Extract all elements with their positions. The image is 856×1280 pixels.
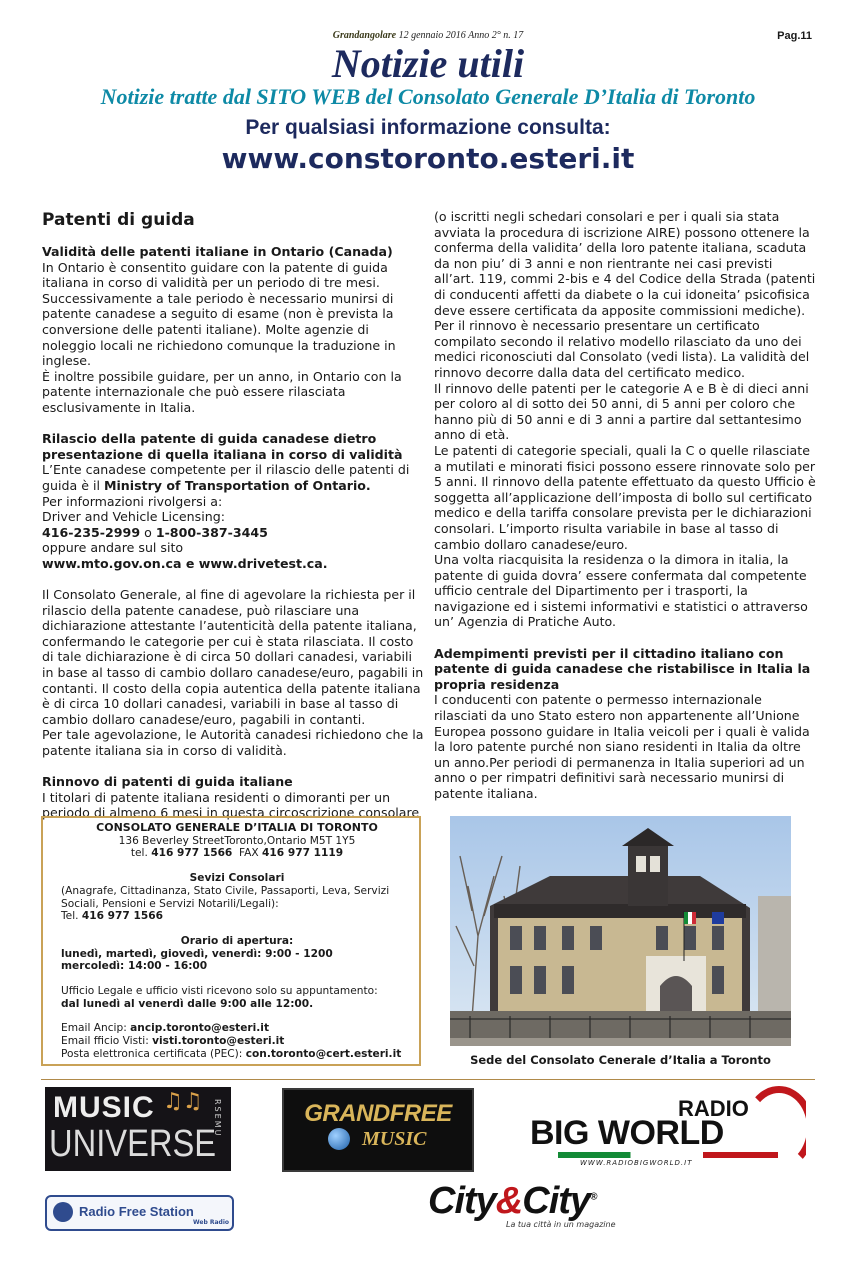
consulate-building-photo — [450, 816, 791, 1046]
ad-url: WWW.RADIOBIGWORLD.IT — [580, 1159, 693, 1167]
radio-free-station-ad[interactable] — [45, 1195, 234, 1231]
paragraph: I conducenti con patente o permesso internazionale rilasciati da uno Stato estero non appartenente all’Unione Europea possono guidare in Italia veicoli per i quali è valida la loro patente purché non siano residenti in Italia da oltre un anno.Per periodi di permanenza in Italia superiori ad un anno o per rimpatri definitivi sarà necessario munirsi di patente italiana. — [434, 692, 810, 801]
ad-text: MUSIC — [362, 1128, 427, 1150]
paragraph — [42, 462, 424, 493]
ad-text: ® — [590, 1191, 597, 1203]
divider — [41, 1079, 815, 1080]
section-title: Validità delle patenti italiane in Ontario (Canada) — [42, 244, 393, 259]
music-note-icon: ♫♫ — [163, 1089, 203, 1114]
paragraph: Il rinnovo delle patenti per le categorie A e B è di dieci anni per coloro al di sotto dei 50 anni, di 5 anni per coloro che hanno più di 50 anni e di 3 anni a partire dal settantesimo anno di età. — [434, 380, 809, 443]
ad-text: Web Radio — [193, 1219, 229, 1226]
services-description: (Anagrafe, Cittadinanza, Stato Civile, Passaporti, Leva, Servizi Sociali, Pensioni e Servizi Notarili/Legali): — [61, 884, 390, 910]
city-and-city-ad[interactable] — [428, 1180, 648, 1236]
paragraph: In Ontario è consentito guidare con la patente di guida italiana in corso di validità per un periodo di tre mesi. — [42, 259, 388, 291]
paragraph: Il Consolato Generale, al fine di agevolare la richiesta per il rilascio della patente canadese, può rilasciare una dichiarazione attestante l’autenticità della patente italiana, confermando le categorie per cui è stata rilasciata. Il costo di tale dichiarazione è di circa 50 dollari canadesi, variabili in base al tasso di cambio dollaro canadese/euro, pagabili in contanti. Il costo della copia autentica della patente italiana è di circa 10 dollari canadesi, variabili in base al tasso di cambio dollaro canadese/euro, pagabili in contanti. — [42, 587, 424, 727]
paragraph: Per tale agevolazione, le Autorità canadesi richiedono che la patente italiana sia in corso di validità. — [42, 727, 424, 758]
tel-label: Tel. — [61, 910, 82, 923]
email-line — [61, 1048, 413, 1061]
paragraph: (o iscritti negli schedari consolari e per i quali sia stata avviata la procedura di iscrizione AIRE) possono ottenere la conferma della validita’ della loro patente italiana, scaduta da non piu’ di 3 anni e non rientrante nei casi previsti all’art. 119, commi 2-bis e 4 del Codice della Strada (patenti di conducenti affetti da diabete o la cui idoneita’ psicofisica deve essere certificata da apposite commissioni mediche). — [434, 209, 816, 318]
ad-text: BIG WORLD — [530, 1114, 724, 1152]
ad-text: MUSIC — [53, 1091, 155, 1124]
paragraph: È inoltre possibile guidare, per un anno, in Ontario con la patente internazionale che può essere rilasciata esclusivamente in Italia. — [42, 368, 402, 415]
article-heading: Patenti di guida — [42, 210, 195, 230]
section-title: Rinnovo di patenti di guida italiane — [42, 774, 293, 790]
email-link[interactable]: visti.toronto@esteri.it — [152, 1035, 285, 1048]
fax-label: FAX — [232, 847, 263, 860]
grandfree-music-ad[interactable] — [282, 1088, 474, 1172]
ad-text: Radio Free Station — [79, 1204, 194, 1219]
paragraph: Per il rinnovo è necessario presentare un certificato compilato secondo il relativo modello rilasciato da uno dei medici riconosciuti dal Consolato (vedi lista). La validità del rinnovo decorre dalla data del certificato medico. — [434, 318, 810, 380]
page-subtitle: Notizie tratte dal SITO WEB del Consolato Generale D’Italia di Toronto — [100, 84, 756, 109]
fax-number: 416 977 1119 — [262, 847, 344, 860]
email-line — [61, 1035, 413, 1048]
section-title: Rilascio della patente di guida canadese dietro presentazione di quella italiana in corso di validità — [42, 431, 403, 462]
paragraph-text: L’Ente canadese competente per il rilascio delle patenti di guida è il — [42, 462, 410, 493]
ad-logo-text — [428, 1180, 596, 1223]
or-text: o — [140, 524, 156, 540]
hours-line: lunedì, martedì, giovedì, venerdì: 9:00 - 1200 — [61, 947, 333, 960]
consult-label: Per qualsiasi informazione consulta: — [245, 116, 611, 139]
photo-caption: Sede del Consolato Cenerale d’Italia a Toronto — [470, 1053, 771, 1067]
services-phone — [61, 910, 413, 923]
tel-label: tel. — [130, 847, 152, 860]
email-line — [61, 1022, 413, 1035]
ad-text: RSEMU — [213, 1099, 222, 1138]
hours-line: mercoledì: 14:00 - 16:00 — [61, 960, 208, 973]
phone-number[interactable]: 416-235-2999 — [42, 524, 141, 540]
radio-big-world-ad[interactable] — [530, 1086, 806, 1174]
ad-text: RADIO — [678, 1096, 749, 1121]
tel-number[interactable]: 416 977 1566 — [151, 847, 233, 860]
consulate-address: 136 Beverley StreetToronto,Ontario M5T 1Y5 — [118, 834, 356, 847]
services-title: Sevizi Consolari — [189, 872, 285, 885]
website-link[interactable]: www.constoronto.esteri.it — [221, 142, 635, 175]
email-label: Email Ancip: — [61, 1022, 131, 1035]
section-title: Adempimenti previsti per il cittadino italiano con patente di guida canadese che ristabilisce in Italia la propria residenza — [434, 645, 811, 692]
paragraph: oppure andare sul sito — [42, 540, 184, 556]
legal-note: Ufficio Legale e ufficio visti ricevono solo su appuntamento: — [61, 985, 378, 998]
ministry-name: Ministry of Transportation of Ontario. — [103, 477, 371, 493]
phone-line — [42, 525, 424, 541]
headphones-icon — [53, 1202, 73, 1222]
music-universe-ad[interactable] — [45, 1087, 231, 1171]
email-link[interactable]: con.toronto@cert.esteri.it — [245, 1047, 402, 1060]
ad-text: UNIVERSE — [49, 1123, 217, 1165]
ad-text: City — [428, 1180, 496, 1222]
paragraph: Driver and Vehicle Licensing: — [42, 509, 225, 525]
paragraph: Le patenti di categorie speciali, quali la C o quelle rilasciate a mutilati e minorati fisici possono essere rinnovate solo per 5 anni. Il rinnovo della patente effettuato da questo Ufficio è soggetta all’applicazione dell’imposta di bollo sul certificato medico e della tariffa consolare prevista per le dichiarazioni consolari. L’importo risulta variabile in base al tasso di cambio dollaro canadese/euro. — [434, 442, 816, 552]
paragraph: Successivamente a tale periodo è necessario munirsi di patente canadese a seguito di esame (non è prevista la conversione delle patenti italiane). Molte agenzie di noleggio locali ne richiedono comunque la traduzione in inglese. — [42, 290, 396, 369]
globe-icon — [328, 1128, 350, 1150]
paragraph: Una volta riacquisita la residenza o la dimora in italia, la patente di guida dovra’ essere confermata dal competente ufficio centrale del Dipartimento per i trasporti, la navigazione ed i sistemi informativi e statistici o attraverso un’ Agenzia di Pratiche Auto. — [434, 552, 808, 630]
ad-text: & — [495, 1180, 523, 1222]
ad-tagline: La tua città in un magazine — [506, 1220, 616, 1229]
masthead-name: Grandangolare — [332, 30, 397, 41]
consulate-name: CONSOLATO GENERALE D’ITALIA DI TORONTO — [96, 821, 378, 834]
consulate-phone — [61, 847, 413, 860]
email-link[interactable]: ancip.toronto@esteri.it — [130, 1022, 270, 1035]
email-label: Email fficio Visti: — [61, 1035, 153, 1048]
legal-hours: dal lunedì al venerdì dalle 9:00 alle 12:00. — [61, 997, 314, 1010]
hours-title: Orario di apertura: — [180, 934, 294, 947]
website-links[interactable]: www.mto.gov.on.ca e www.drivetest.ca. — [42, 555, 328, 571]
paragraph-continued: I titolari di patente italiana residenti o dimoranti per un periodo di almeno 6 mesi in questa circoscrizione consolare — [42, 789, 420, 821]
page-number: Pag.11 — [777, 30, 812, 42]
tel-number[interactable]: 416 977 1566 — [81, 910, 163, 923]
ad-text: City — [522, 1180, 591, 1222]
masthead-date: 12 gennaio 2016 Anno 2° n. 17 — [398, 30, 524, 41]
email-label: Posta elettronica certificata (PEC): — [61, 1047, 246, 1060]
page-title: Notizie utili — [331, 41, 525, 86]
article-left-column — [42, 210, 424, 821]
article-right-column — [434, 209, 816, 802]
phone-number[interactable]: 1-800-387-3445 — [155, 524, 268, 540]
flag-stripe — [558, 1152, 778, 1158]
ad-text: GRANDFREE — [304, 1100, 452, 1127]
consulate-info-box — [41, 816, 421, 1066]
paragraph: Per informazioni rivolgersi a: — [42, 493, 223, 509]
paragraph-continuation — [434, 209, 816, 318]
